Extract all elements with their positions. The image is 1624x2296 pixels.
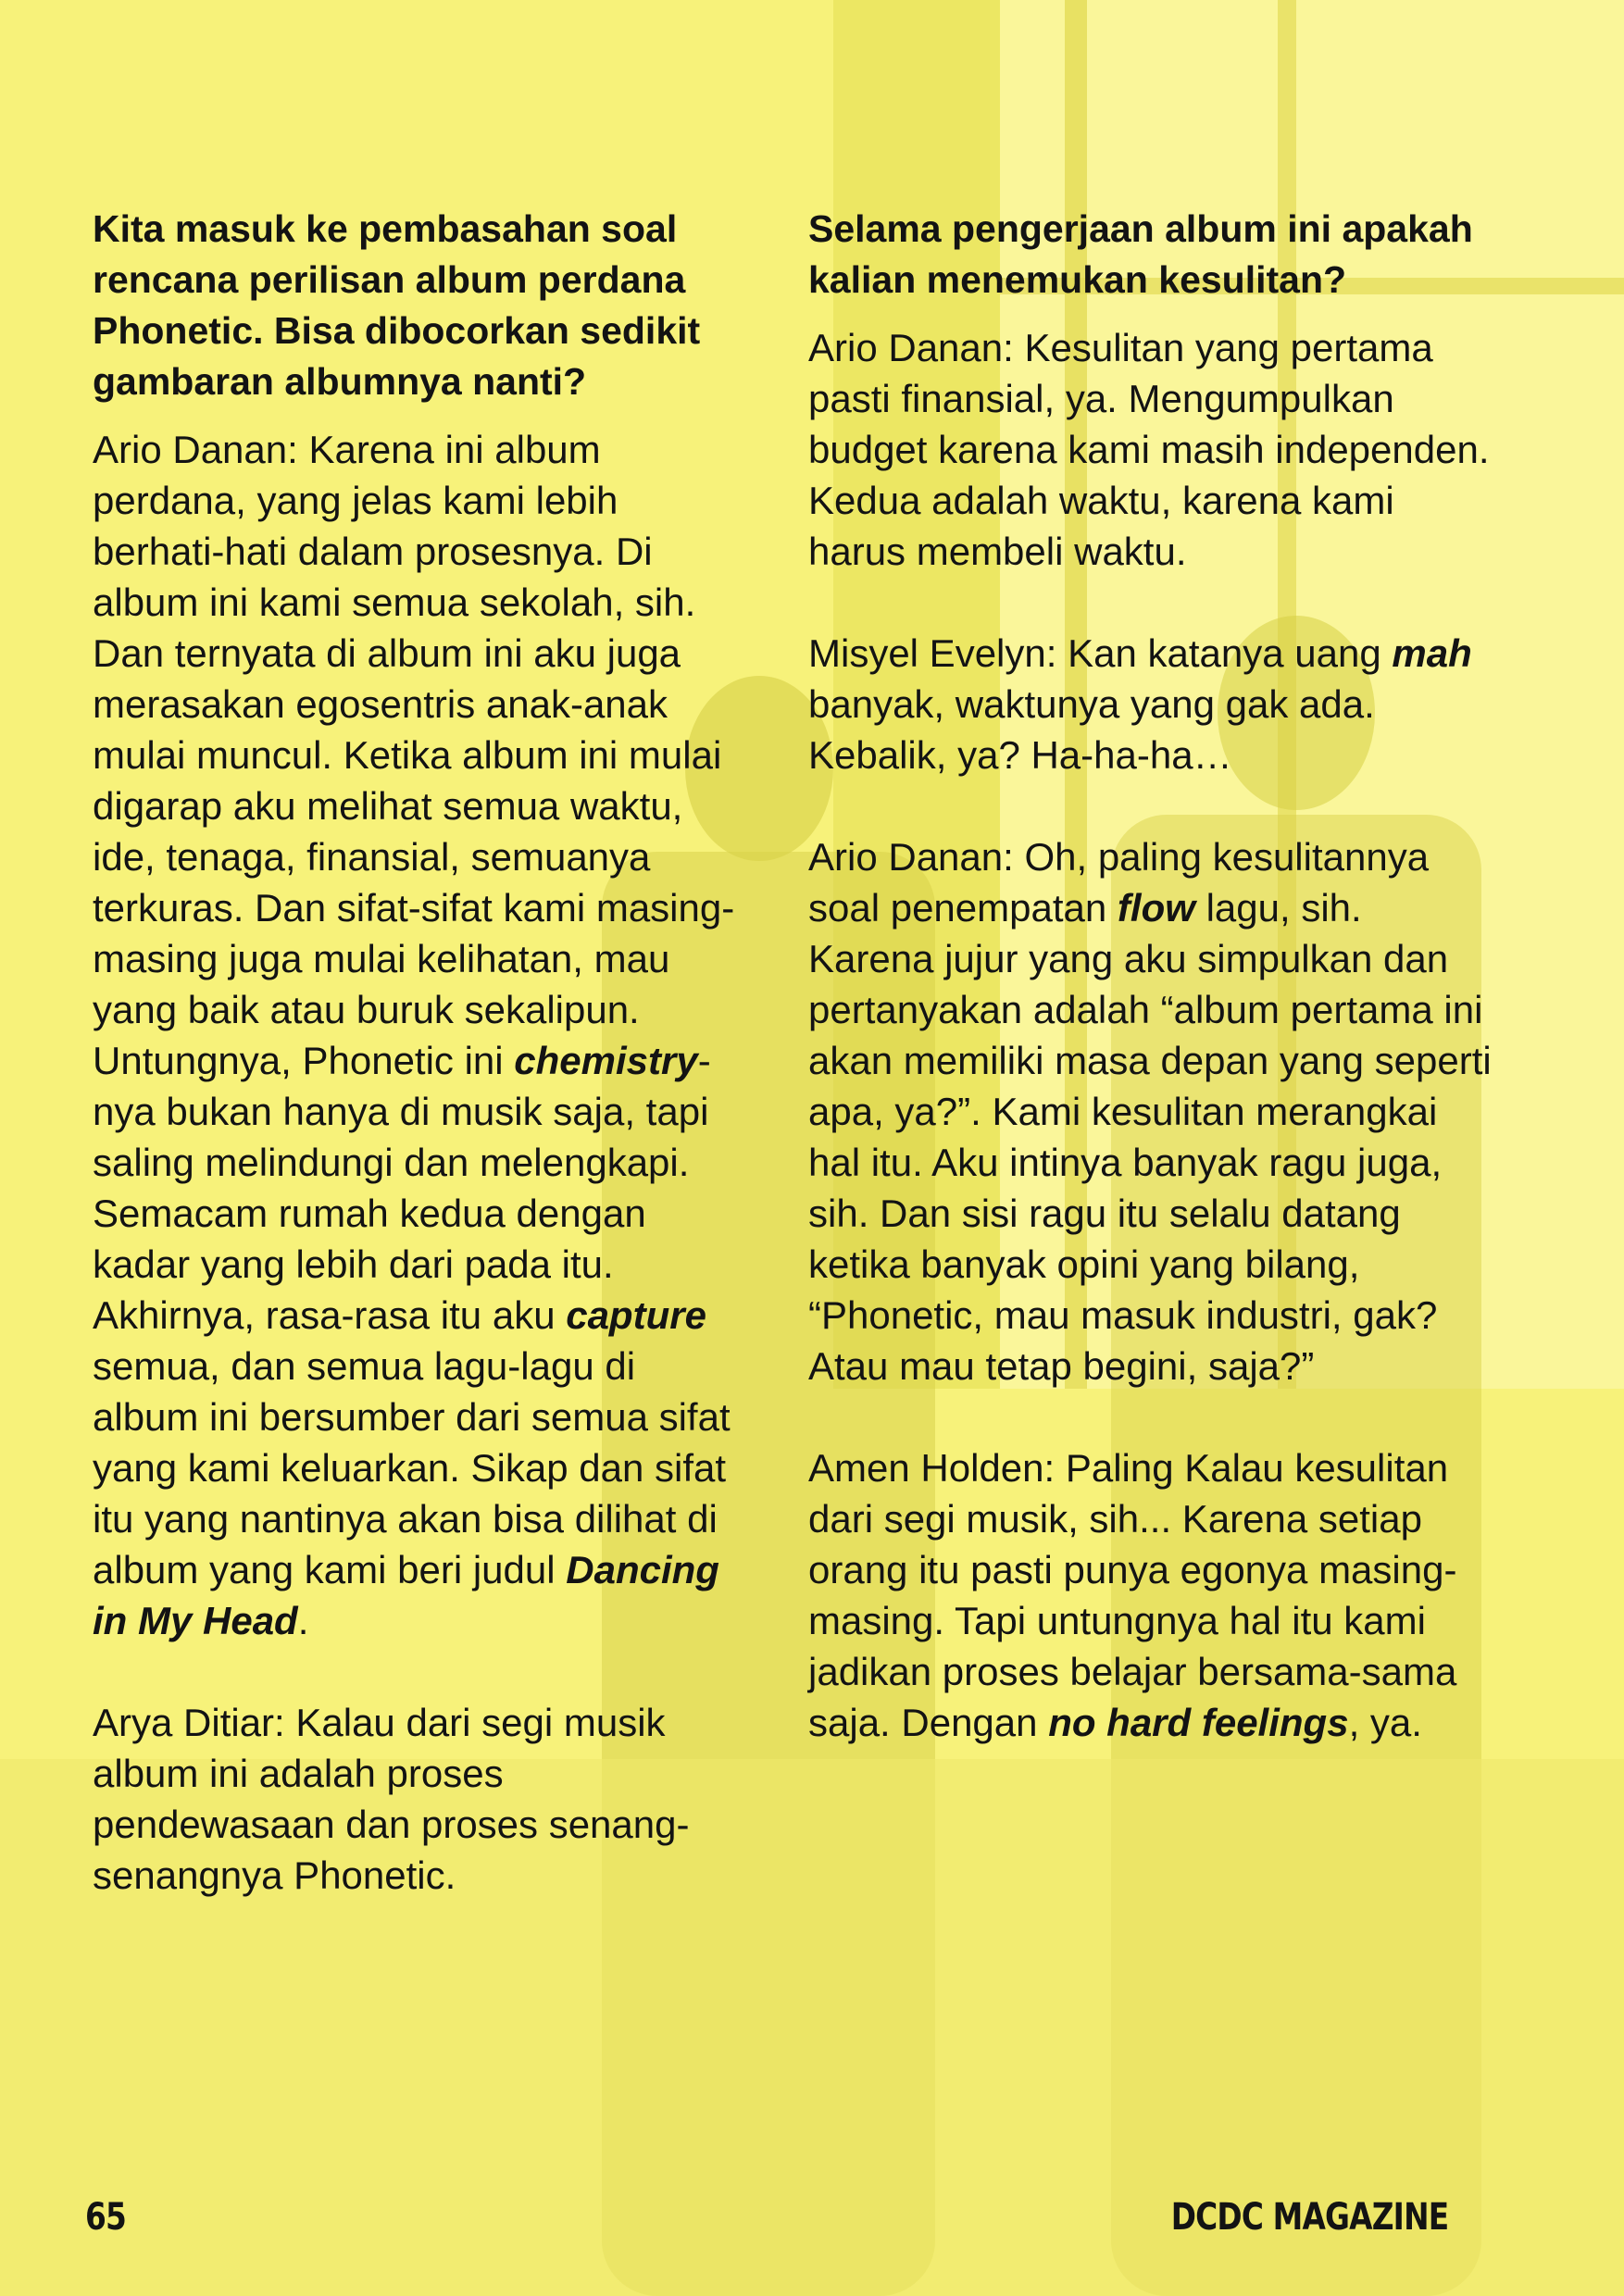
answer-paragraph: Arya Ditiar: Kalau dari segi musik album ini adalah proses pendewasaan dan proses senang-senangnya Phonetic. — [93, 1701, 690, 1897]
magazine-name: DCDC MAGAZINE — [1170, 2196, 1448, 2239]
answer-paragraph: Ario Danan: Kesulitan yang pertama pasti finansial, ya. Mengumpulkan budget karena kami masih independen. Kedua adalah waktu, karena kami harus membeli waktu. — [808, 326, 1490, 573]
answer-paragraph: Amen Holden: Paling Kalau kesulitan dari segi musik, sih... Karena setiap orang itu pasti punya egonya masing-masing. Tapi untungnya hal itu kami jadikan proses belajar bersama-sama saja. Dengan no hard feelings, ya. — [808, 1446, 1457, 1744]
right-column — [808, 204, 1493, 1799]
left-column — [93, 204, 741, 1952]
answer-paragraph: Ario Danan: Oh, paling kesulitannya soal penempatan flow lagu, sih. Karena jujur yang aku simpulkan dan pertanyakan adalah “album pertama ini akan memiliki masa depan yang seperti apa, ya?”. Kami kesulitan merangkai hal itu. Aku intinya banyak ragu juga, sih. Dan sisi ragu itu selalu datang ketika banyak opini yang bilang, “Phonetic, mau masuk industri, gak? Atau mau tetap begini, saja?” — [808, 835, 1492, 1388]
question-heading: Selama pengerjaan album ini apakah kalian menemukan kesulitan? — [808, 207, 1473, 301]
page-number: 65 — [85, 2196, 127, 2239]
answer-paragraph: Misyel Evelyn: Kan katanya uang mah banyak, waktunya yang gak ada. Kebalik, ya? Ha-ha-ha… — [808, 631, 1472, 777]
answer-paragraph: Ario Danan: Karena ini album perdana, yang jelas kami lebih berhati-hati dalam prosesnya. Di album ini kami semua sekolah, sih. Dan ternyata di album ini aku juga merasakan egosentris anak-anak mulai muncul. Ketika album ini mulai digarap aku melihat semua waktu, ide, tenaga, finansial, semuanya terkuras. Dan sifat-sifat kami masing-masing juga mulai kelihatan, mau yang baik atau buruk sekalipun. Untungnya, Phonetic ini chemistry-nya bukan hanya di musik saja, tapi saling melindungi dan melengkapi. Semacam rumah kedua dengan kadar yang lebih dari pada itu. Akhirnya, rasa-rasa itu aku capture semua, dan semua lagu-lagu di album ini bersumber dari semua sifat yang kami keluarkan. Sikap dan sifat itu yang nantinya akan bisa dilihat di album yang kami beri judul Dancing in My Head. — [93, 428, 735, 1642]
question-heading: Kita masuk ke pembasahan soal rencana perilisan album perdana Phonetic. Bisa dibocorkan sedikit gambaran albumnya nanti? — [93, 207, 701, 403]
